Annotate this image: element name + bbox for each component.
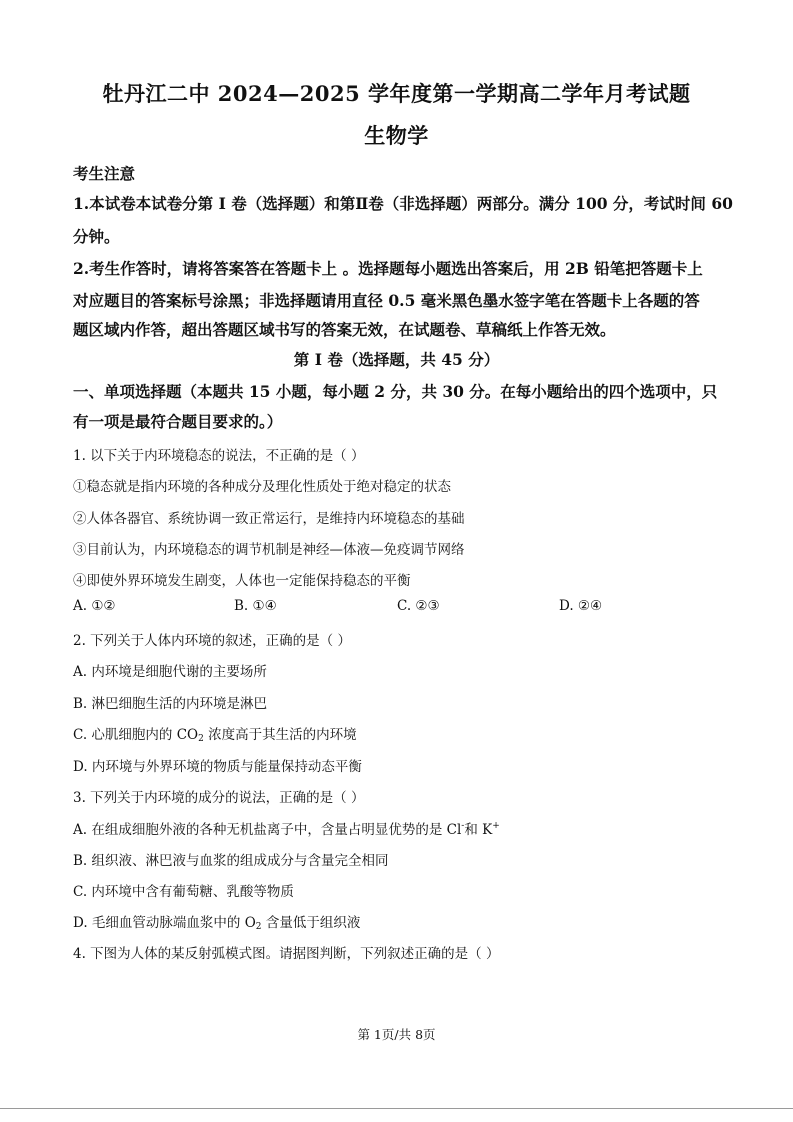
q3-option-a-text: A. 在组成细胞外液的各种无机盐离子中，含量占明显优势的是 Cl	[73, 822, 462, 838]
q3-option-c: C. 内环境中含有葡萄糖、乳酸等物质	[73, 884, 294, 900]
q4-stem: 4. 下图为人体的某反射弧模式图。请据图判断，下列叙述正确的是（ ）	[73, 946, 500, 962]
notice-item1-line2: 分钟。	[73, 227, 120, 246]
notice-item2-line1: 2.考生作答时，请将答案答在答题卡上 。选择题每小题选出答案后，用 2B 铅笔把答题卡上	[73, 259, 703, 278]
volume-title: 第 I 卷（选择题，共 45 分）	[293, 350, 500, 369]
q3-option-b: B. 组织液、淋巴液与血浆的组成成分与含量完全相同	[73, 853, 389, 869]
q1-option-d: D. ②④	[559, 598, 603, 614]
q2-option-c-subscript: 2	[198, 734, 204, 744]
q3-option-a-text-mid: 和 K	[464, 822, 493, 838]
q2-option-c	[73, 723, 357, 744]
q1-option-a: A. ①②	[73, 598, 116, 614]
q1-option-b: B. ①④	[234, 598, 277, 614]
q3-stem: 3. 下列关于内环境的成分的说法，正确的是（ ）	[73, 790, 365, 806]
q3-option-d-text-end: 含量低于组织液	[261, 915, 361, 931]
q2-option-d: D. 内环境与外界环境的物质与能量保持动态平衡	[73, 759, 362, 775]
q1-statement-2: ②人体各器官、系统协调一致正常运行，是维持内环境稳态的基础	[73, 511, 465, 527]
page-number: 第 1页/共 8页	[357, 1027, 436, 1042]
notice-heading: 考生注意	[73, 164, 136, 183]
q1-option-c: C. ②③	[397, 598, 440, 614]
notice-item2-line2: 对应题目的答案标号涂黑；非选择题请用直径 0.5 毫米黑色墨水签字笔在答题卡上各题的答	[73, 291, 700, 310]
q2-stem: 2. 下列关于人体内环境的叙述，正确的是（ ）	[73, 633, 351, 649]
subject-title: 生物学	[364, 123, 429, 148]
bottom-divider	[0, 1108, 793, 1109]
q1-statement-4: ④即使外界环境发生剧变，人体也一定能保持稳态的平衡	[73, 573, 411, 589]
notice-item1-line1: 1.本试卷本试卷分第 I 卷（选择题）和第Ⅱ卷（非选择题）两部分。满分 100 分，考试时间 60	[73, 194, 733, 213]
q2-option-a: A. 内环境是细胞代谢的主要场所	[73, 664, 267, 680]
q3-option-d-text: D. 毛细血管动脉端血浆中的 O	[73, 915, 256, 931]
q1-statement-1: ①稳态就是指内环境的各种成分及理化性质处于绝对稳定的状态	[73, 479, 451, 495]
q2-option-c-text-end: 浓度高于其生活的内环境	[203, 727, 357, 743]
q3-option-d-subscript: 2	[255, 922, 262, 932]
exam-title: 牡丹江二中 2024—2025 学年度第一学期高二学年月考试题	[102, 81, 691, 106]
part-heading-line2: 有一项是最符合题目要求的。）	[73, 412, 283, 431]
q3-option-a-potassium-charge: +	[492, 821, 500, 831]
q2-option-b: B. 淋巴细胞生活的内环境是淋巴	[73, 696, 268, 712]
q3-option-d	[73, 911, 360, 932]
q1-stem: 1. 以下关于内环境稳态的说法，不正确的是（ ）	[73, 448, 365, 464]
q1-statement-3: ③目前认为，内环境稳态的调节机制是神经—体液—免疫调节网络	[73, 542, 465, 558]
notice-item2-line3: 题区域内作答，超出答题区域书写的答案无效，在试题卷、草稿纸上作答无效。	[73, 320, 616, 339]
q3-option-a	[73, 818, 500, 838]
part-heading-line1: 一、单项选择题（本题共 15 小题，每小题 2 分，共 30 分。在每小题给出的四个选项中，只	[73, 382, 718, 401]
q2-option-c-text: C. 心肌细胞内的 CO	[73, 727, 199, 743]
q3-option-a-chloride-charge: -	[461, 821, 465, 831]
